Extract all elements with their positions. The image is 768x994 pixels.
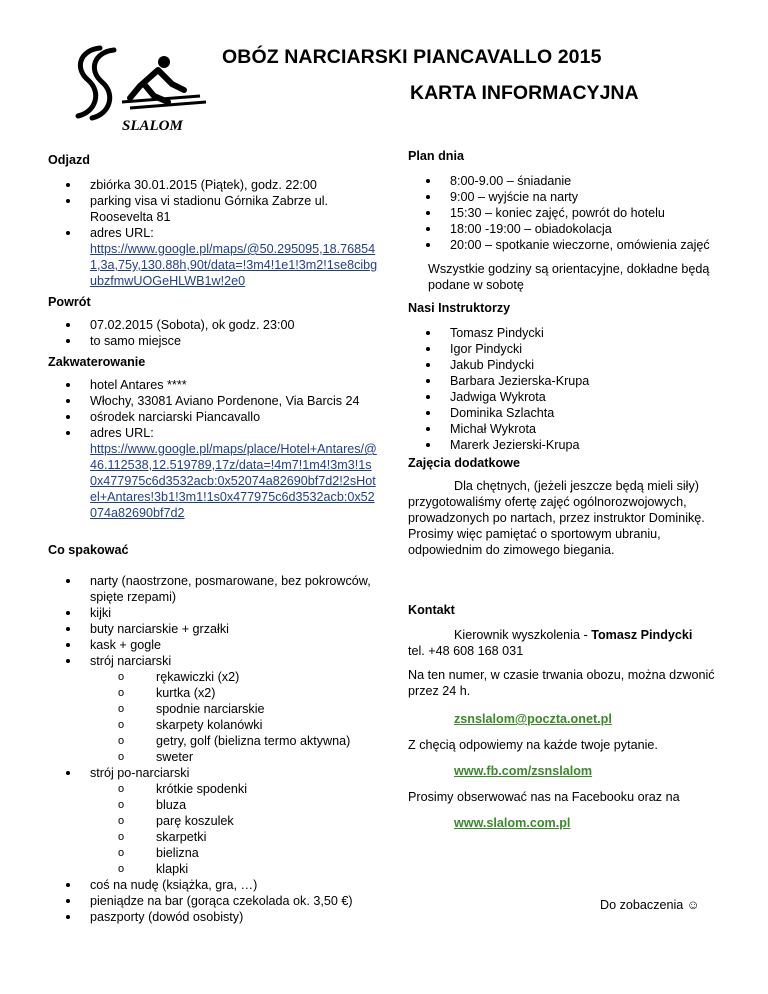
- sub-list-item: o sweter: [48, 749, 378, 765]
- list-item: adres URL: https://www.google.pl/maps/place/Hotel+Antares/@46.112538,12.519789,17z/data=!4m7!1m4!3m3!1s0x477975c6d3532acb:0x52074a82690bf7d2!2sHotel+Antares!3b1!3m1!1s0x477975c6d3532acb:0x52074a82690bf7d2: [48, 425, 378, 521]
- list-item: 15:30 – koniec zajęć, powrót do hotelu: [408, 205, 728, 221]
- sub-list-item: o kurtka (x2): [48, 685, 378, 701]
- list-item: to samo miejsce: [48, 333, 378, 349]
- list-item: strój po-narciarski: [48, 765, 378, 781]
- sub-list-item: o krótkie spodenki: [48, 781, 378, 797]
- facebook-note: Prosimy obserwować nas na Facebooku oraz na: [408, 790, 680, 804]
- sub-list-item: o bielizna: [48, 845, 378, 861]
- list-item: hotel Antares ****: [48, 377, 378, 393]
- sub-list-item: o klapki: [48, 861, 378, 877]
- odjazd-heading: Odjazd: [48, 153, 90, 167]
- closing-text: Do zobaczenia ☺: [600, 898, 700, 912]
- instruktorzy-heading: Nasi Instruktorzy: [408, 301, 511, 315]
- sub-list-item: o rękawiczki (x2): [48, 669, 378, 685]
- list-item: paszporty (dowód osobisty): [48, 909, 378, 925]
- plan-section: [408, 148, 728, 293]
- dodatkowe-section: [408, 455, 728, 558]
- kontakt-tel: tel. +48 608 168 031: [408, 644, 524, 658]
- sub-list-item: o getry, golf (bielizna termo aktywna): [48, 733, 378, 749]
- hotel-map-link[interactable]: https://www.google.pl/maps/place/Hotel+Antares/@46.112538,12.519789,17z/data=!4m7!1m4!3m3!1s0x477975c6d3532acb:0x52074a82690bf7d2!2sHotel+Antares!3b1!3m1!1s0x477975c6d3532acb:0x52074a82690bf7d2: [90, 442, 377, 520]
- co-spakowac-heading: Co spakować: [48, 543, 129, 557]
- list-item: parking visa vi stadionu Górnika Zabrze ul. Roosevelta 81: [48, 193, 378, 225]
- instruktorzy-section: [408, 300, 728, 453]
- page-title: OBÓZ NARCIARSKI PIANCAVALLO 2015: [222, 46, 602, 68]
- list-item: Michał Wykrota: [408, 421, 728, 437]
- odjazd-section: [48, 152, 378, 289]
- kontakt-heading: Kontakt: [408, 603, 455, 617]
- kontakt-section: [408, 602, 728, 831]
- dodatkowe-heading: Zajęcia dodatkowe: [408, 456, 520, 470]
- list-item: kask + gogle: [48, 637, 378, 653]
- list-item: Marerk Jezierski-Krupa: [408, 437, 728, 453]
- list-item: Włochy, 33081 Aviano Pordenone, Via Barcis 24: [48, 393, 378, 409]
- powrot-heading: Powrót: [48, 295, 91, 309]
- co-spakowac-section: [48, 542, 378, 925]
- list-item: 07.02.2015 (Sobota), ok godz. 23:00: [48, 317, 378, 333]
- list-item: Igor Pindycki: [408, 341, 728, 357]
- odjazd-map-link[interactable]: https://www.google.pl/maps/@50.295095,18.768541,3a,75y,130.88h,90t/data=!3m4!1e1!3m2!1se8cibgubzfmwUOGeHLWB1w!2e0: [90, 242, 378, 288]
- list-item: 8:00-9.00 – śniadanie: [408, 173, 728, 189]
- list-item: pieniądze na bar (gorąca czekolada ok. 3,50 €): [48, 893, 378, 909]
- slalom-logo: [60, 40, 220, 140]
- list-item: buty narciarskie + grzałki: [48, 621, 378, 637]
- list-item: 9:00 – wyjście na narty: [408, 189, 728, 205]
- sub-list-item: o bluza: [48, 797, 378, 813]
- list-item: Jakub Pindycki: [408, 357, 728, 373]
- email-link[interactable]: zsnslalom@poczta.onet.pl: [454, 712, 612, 726]
- kontakt-role: Kierownik wyszkolenia - Tomasz Pindycki: [454, 628, 693, 642]
- plan-note: Wszystkie godziny są orientacyjne, dokładne będą podane w sobotę: [428, 262, 710, 292]
- page-subtitle: KARTA INFORMACYJNA: [410, 82, 639, 104]
- sub-list-item: o skarpetki: [48, 829, 378, 845]
- list-item: narty (naostrzone, posmarowane, bez pokrowców, spięte rzepami): [48, 573, 378, 605]
- list-item: Jadwiga Wykrota: [408, 389, 728, 405]
- list-item: 18:00 -19:00 – obiadokolacja: [408, 221, 728, 237]
- list-item: Tomasz Pindycki: [408, 325, 728, 341]
- email-note: Z chęcią odpowiemy na każde twoje pytanie.: [408, 738, 658, 752]
- list-item: 20:00 – spotkanie wieczorne, omówienia zajęć: [408, 237, 728, 253]
- dodatkowe-text: Dla chętnych, (jeżeli jeszcze będą mieli siły) przygotowaliśmy ofertę zajęć ogólnorozwojowych, prowadzonych po nartach, przez instruktor Dominikę. Prosimy więc pamiętać o sportowym ubraniu, odpowiednim do zimowego biegania.: [408, 479, 705, 557]
- plan-heading: Plan dnia: [408, 149, 464, 163]
- zakwaterowanie-heading: Zakwaterowanie: [48, 355, 146, 369]
- list-item: strój narciarski: [48, 653, 378, 669]
- list-item: coś na nudę (książka, gra, …): [48, 877, 378, 893]
- sub-list-item: o parę koszulek: [48, 813, 378, 829]
- kontakt-note: Na ten numer, w czasie trwania obozu, można dzwonić przez 24 h.: [408, 668, 715, 698]
- powrot-section: [48, 294, 378, 349]
- sub-list-item: o skarpety kolanówki: [48, 717, 378, 733]
- sub-list-item: o spodnie narciarskie: [48, 701, 378, 717]
- list-item: zbiórka 30.01.2015 (Piątek), godz. 22:00: [48, 177, 378, 193]
- facebook-link[interactable]: www.fb.com/zsnslalom: [454, 764, 593, 778]
- website-link[interactable]: www.slalom.com.pl: [454, 816, 571, 830]
- list-item: kijki: [48, 605, 378, 621]
- list-item: Barbara Jezierska-Krupa: [408, 373, 728, 389]
- logo-text: SLALOM: [122, 118, 183, 134]
- kontakt-name: Tomasz Pindycki: [591, 628, 693, 642]
- list-item: ośrodek narciarski Piancavallo: [48, 409, 378, 425]
- list-item: Dominika Szlachta: [408, 405, 728, 421]
- list-item: adres URL: https://www.google.pl/maps/@50.295095,18.768541,3a,75y,130.88h,90t/data=!3m4!1e1!3m2!1se8cibgubzfmwUOGeHLWB1w!2e0: [48, 225, 378, 289]
- zakwaterowanie-section: [48, 354, 378, 521]
